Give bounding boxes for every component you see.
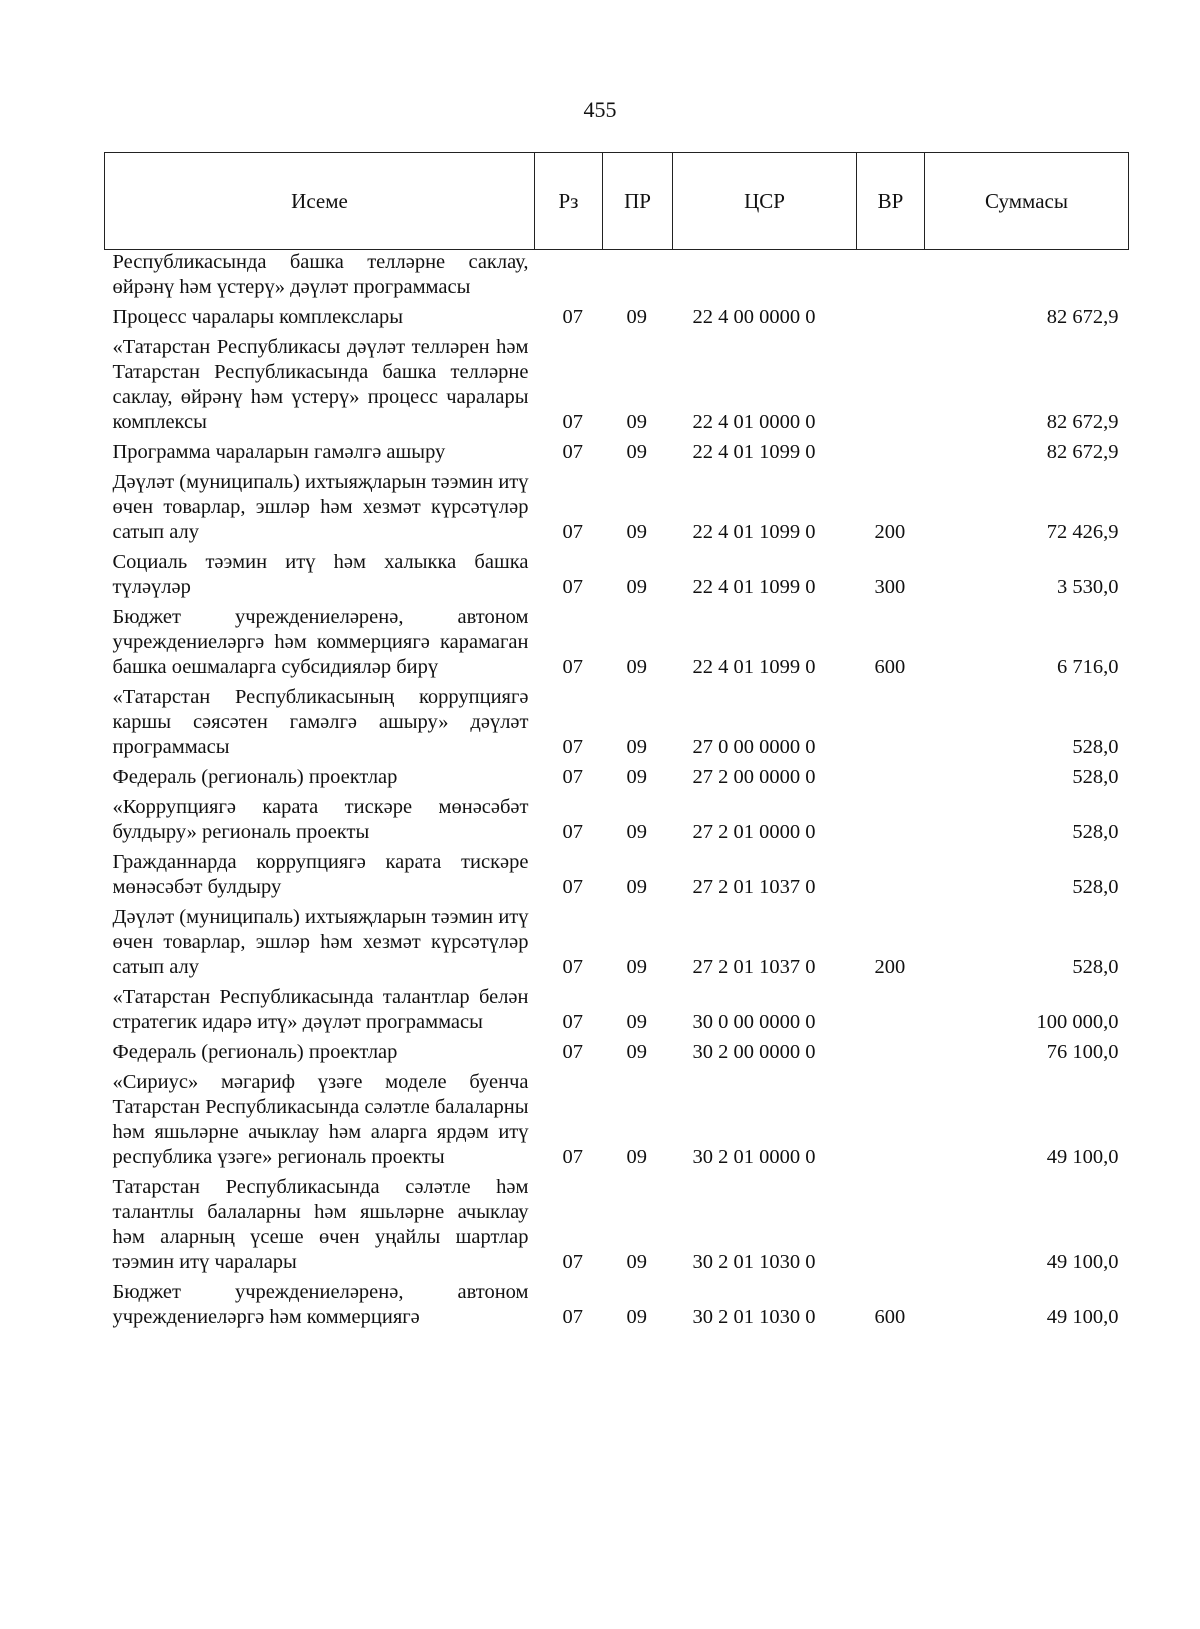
cell-csr: 22 4 00 0000 0 [692,306,816,328]
cell-name: Программа чараларын гамәлгә ашыру [112,441,446,463]
cell-sum: 528,0 [1072,736,1119,758]
cell-vr: 600 [874,1306,906,1328]
cell-pr: 09 [626,1306,647,1328]
cell-sum: 528,0 [1072,956,1119,978]
cell-name: «Татарстан Республикасының коррупциягә каршы сәясәтен гамәлгә ашыру» дәүләт программасы [112,686,529,758]
cell-rz: 07 [562,1306,583,1328]
cell-sum: 49 100,0 [1046,1251,1119,1273]
cell-name: Бюджет учреждениеләренә, автоном учреждениеләргә һәм коммерциягә [112,1281,529,1328]
cell-name: Дәүләт (муниципаль) ихтыяҗларын тәэмин итү өчен товарлар, эшләр һәм хезмәт күрсәтүләр сатып алу [112,906,529,978]
cell-sum: 528,0 [1072,876,1119,898]
cell-sum: 82 672,9 [1046,411,1119,433]
table-body [105,250,1129,1334]
cell-pr: 09 [626,821,647,843]
cell-csr: 22 4 01 1099 0 [692,656,816,678]
cell-vr: 300 [874,576,906,598]
cell-name: Татарстан Республикасында сәләтле һәм талантлы балаларны һәм яшьләрне ачыклау һәм аларның үсеше өчен уңайлы шартлар тәэмин итү чаралары [112,1176,529,1273]
table-row [105,983,1129,1038]
header-csr: ЦСР [673,153,857,250]
cell-csr: 22 4 01 1099 0 [692,441,816,463]
cell-csr: 30 2 01 1030 0 [692,1251,816,1273]
cell-vr [857,1068,925,1173]
cell-vr [857,763,925,793]
cell-sum [925,250,1129,304]
table-row [105,1068,1129,1173]
cell-name: Бюджет учреждениеләренә, автоном учреждениеләргә һәм коммерциягә карамаган башка оешмаларга субсидияләр бирү [112,606,529,678]
table-row [105,1278,1129,1333]
cell-csr: 22 4 01 1099 0 [692,576,816,598]
cell-pr: 09 [626,306,647,328]
cell-sum: 100 000,0 [1036,1011,1119,1033]
cell-pr: 09 [626,441,647,463]
header-rz: Рз [535,153,603,250]
cell-pr: 09 [626,411,647,433]
cell-csr: 22 4 01 0000 0 [692,411,816,433]
cell-rz: 07 [562,1011,583,1033]
cell-rz: 07 [562,821,583,843]
cell-sum: 3 530,0 [1057,576,1119,598]
table-row [105,1038,1129,1068]
cell-pr: 09 [626,736,647,758]
header-sum: Суммасы [925,153,1129,250]
cell-csr: 27 2 00 0000 0 [692,766,816,788]
table-row [105,793,1129,848]
table-row [105,763,1129,793]
cell-rz [535,250,603,304]
table-row [105,1173,1129,1278]
cell-vr [857,1038,925,1068]
cell-sum: 528,0 [1072,821,1119,843]
cell-pr: 09 [626,956,647,978]
cell-pr: 09 [626,521,647,543]
cell-csr: 30 2 01 1030 0 [692,1306,816,1328]
cell-vr: 200 [874,521,906,543]
cell-vr [857,303,925,333]
cell-sum: 82 672,9 [1046,306,1119,328]
cell-csr: 27 2 01 1037 0 [692,876,816,898]
cell-csr: 27 2 01 1037 0 [692,956,816,978]
cell-rz: 07 [562,411,583,433]
cell-rz: 07 [562,521,583,543]
cell-vr [857,438,925,468]
cell-csr: 22 4 01 1099 0 [692,521,816,543]
table-row [105,250,1129,304]
cell-pr: 09 [626,876,647,898]
cell-pr: 09 [626,656,647,678]
cell-vr [857,1173,925,1278]
cell-name: Гражданнарда коррупциягә карата тискәре мөнәсәбәт булдыру [112,851,529,898]
cell-sum: 72 426,9 [1046,521,1119,543]
cell-name: «Татарстан Республикасында талантлар белән стратегик идарә итү» дәүләт программасы [112,986,529,1033]
cell-sum: 49 100,0 [1046,1146,1119,1168]
table-row [105,903,1129,983]
header-pr: ПР [603,153,673,250]
table-row [105,683,1129,763]
cell-sum: 6 716,0 [1057,656,1119,678]
cell-rz: 07 [562,306,583,328]
header-vr: ВР [857,153,925,250]
cell-vr [857,333,925,438]
cell-csr: 30 0 00 0000 0 [692,1011,816,1033]
table-row [105,603,1129,683]
cell-vr [857,250,925,304]
cell-name: Республикасында башка телләрне саклау, өйрәнү һәм үстерү» дәүләт программасы [112,251,529,298]
cell-sum: 49 100,0 [1046,1306,1119,1328]
cell-rz: 07 [562,956,583,978]
table-row [105,848,1129,903]
header-name: Исеме [105,153,535,250]
cell-pr [603,250,673,304]
budget-table [104,152,1129,1333]
cell-rz: 07 [562,1041,583,1063]
cell-name: Дәүләт (муниципаль) ихтыяҗларын тәэмин итү өчен товарлар, эшләр һәм хезмәт күрсәтүләр сатып алу [112,471,529,543]
page-number: 455 [583,97,617,122]
cell-name: Социаль тәэмин итү һәм халыкка башка түләүләр [112,551,529,598]
cell-vr: 200 [874,956,906,978]
cell-vr: 600 [874,656,906,678]
cell-csr: 27 2 01 0000 0 [692,821,816,843]
cell-sum: 82 672,9 [1046,441,1119,463]
table-row [105,303,1129,333]
cell-name: Федераль (региональ) проектлар [112,1041,398,1063]
cell-pr: 09 [626,1041,647,1063]
cell-name: «Сириус» мәгариф үзәге моделе буенча Татарстан Республикасында сәләтле балаларны һәм яшьләрне ачыклау һәм аларга ярдәм итү республика үзәге» региональ проекты [112,1071,529,1168]
cell-csr: 30 2 00 0000 0 [692,1041,816,1063]
cell-sum: 528,0 [1072,766,1119,788]
cell-rz: 07 [562,441,583,463]
cell-pr: 09 [626,766,647,788]
table-row [105,548,1129,603]
cell-vr [857,793,925,848]
cell-rz: 07 [562,1251,583,1273]
cell-rz: 07 [562,876,583,898]
cell-pr: 09 [626,576,647,598]
cell-csr: 27 0 00 0000 0 [692,736,816,758]
table-row [105,468,1129,548]
cell-csr [673,250,857,304]
cell-rz: 07 [562,656,583,678]
table-row [105,333,1129,438]
cell-pr: 09 [626,1146,647,1168]
cell-rz: 07 [562,1146,583,1168]
table-row [105,438,1129,468]
cell-rz: 07 [562,576,583,598]
cell-name: «Татарстан Республикасы дәүләт телләрен һәм Татарстан Республикасында башка телләрне саклау, өйрәнү һәм үстерү» процесс чаралары комплексы [112,336,529,433]
cell-pr: 09 [626,1251,647,1273]
cell-vr [857,983,925,1038]
cell-name: Федераль (региональ) проектлар [112,766,398,788]
cell-sum: 76 100,0 [1046,1041,1119,1063]
cell-vr [857,848,925,903]
cell-name: Процесс чаралары комплекслары [112,306,404,328]
cell-csr: 30 2 01 0000 0 [692,1146,816,1168]
table-header [105,153,1129,250]
cell-pr: 09 [626,1011,647,1033]
cell-vr [857,683,925,763]
cell-rz: 07 [562,766,583,788]
cell-rz: 07 [562,736,583,758]
cell-name: «Коррупциягә карата тискәре мөнәсәбәт булдыру» региональ проекты [112,796,529,843]
